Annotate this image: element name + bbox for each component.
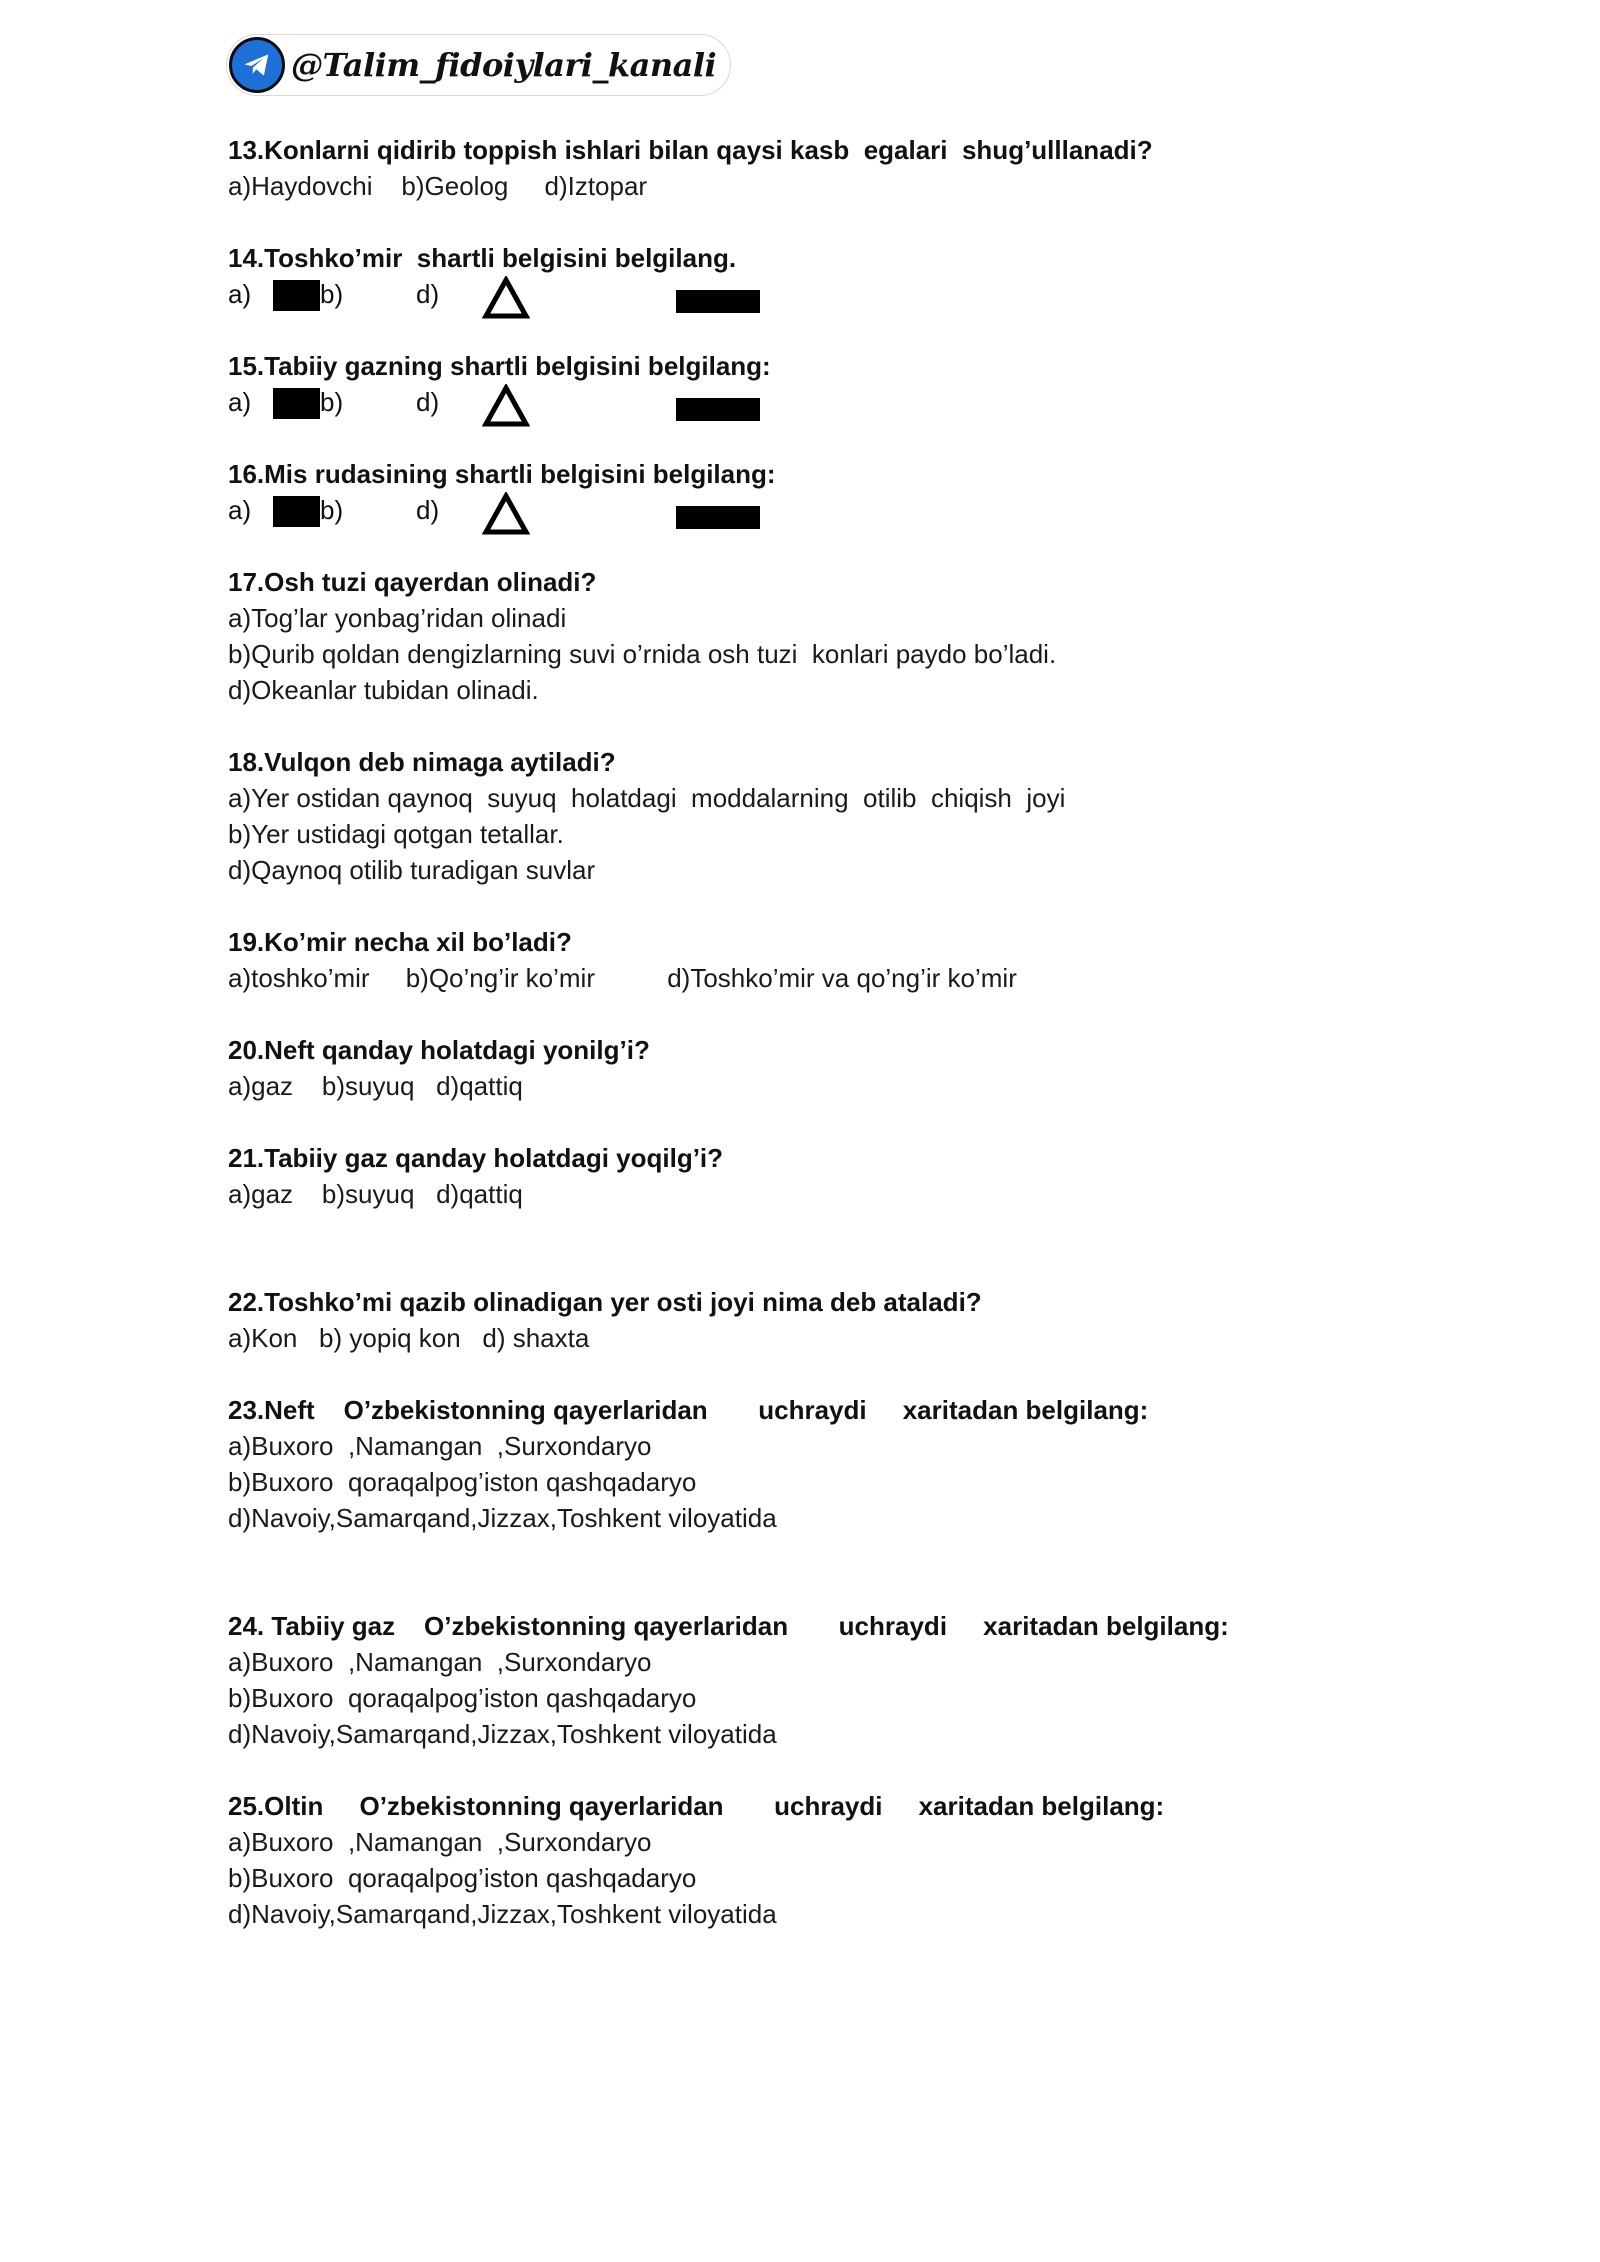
triangle-symbol xyxy=(482,492,530,536)
question-title: 22.Toshko’mi qazib olinadigan yer osti joyi nima deb ataladi? xyxy=(228,1287,982,1317)
question-22 xyxy=(228,1284,1448,1356)
question-16 xyxy=(228,456,1448,528)
option-b: b)Buxoro qoraqalpog’iston qashqadaryo xyxy=(228,1683,697,1713)
rectangle-symbol xyxy=(676,398,760,421)
question-title: 16.Mis rudasining shartli belgisini belgilang: xyxy=(228,459,776,489)
option-d-label: d) xyxy=(416,387,440,417)
option-a: a)Buxoro ,Namangan ,Surxondaryo xyxy=(228,1431,652,1461)
option-d: d)Okeanlar tubidan olinadi. xyxy=(228,675,539,705)
symbol-options xyxy=(228,384,1448,420)
question-17 xyxy=(228,564,1448,708)
answer-options: a)gaz b)suyuq d)qattiq xyxy=(228,1179,523,1209)
option-b-label: b) xyxy=(320,387,344,417)
question-20 xyxy=(228,1032,1448,1104)
question-title: 15.Tabiiy gazning shartli belgisini belgilang: xyxy=(228,351,771,381)
question-title: 18.Vulqon deb nimaga aytiladi? xyxy=(228,747,616,777)
answer-options: a)Kon b) yopiq kon d) shaxta xyxy=(228,1323,590,1353)
question-14 xyxy=(228,240,1448,312)
option-b: b)Qurib qoldan dengizlarning suvi o’rnida osh tuzi konlari paydo bo’ladi. xyxy=(228,639,1057,669)
question-18 xyxy=(228,744,1448,888)
option-d-label: d) xyxy=(416,495,440,525)
option-d-label: d) xyxy=(416,279,440,309)
question-title: 24. Tabiiy gaz O’zbekistonning qayerlaridan uchraydi xaritadan belgilang: xyxy=(228,1611,1229,1641)
question-23 xyxy=(228,1392,1448,1536)
option-d: d)Navoiy,Samarqand,Jizzax,Toshkent viloyatida xyxy=(228,1719,777,1749)
option-a: a)Buxoro ,Namangan ,Surxondaryo xyxy=(228,1647,652,1677)
answer-options: a)toshko’mir b)Qo’ng’ir ko’mir d)Toshko’mir va qo’ng’ir ko’mir xyxy=(228,963,1017,993)
symbol-options xyxy=(228,492,1448,528)
channel-badge[interactable] xyxy=(226,34,731,96)
rectangle-symbol xyxy=(676,290,760,313)
paper-plane-icon xyxy=(242,50,272,80)
option-b-label: b) xyxy=(320,279,344,309)
option-b: b)Yer ustidagi qotgan tetallar. xyxy=(228,819,564,849)
option-d: d)Qaynoq otilib turadigan suvlar xyxy=(228,855,596,885)
option-a-label: a) xyxy=(228,279,252,309)
question-13 xyxy=(228,132,1448,204)
question-title: 17.Osh tuzi qayerdan olinadi? xyxy=(228,567,597,597)
question-21 xyxy=(228,1140,1448,1212)
question-title: 14.Toshko’mir shartli belgisini belgilang. xyxy=(228,243,737,273)
square-symbol xyxy=(273,496,320,527)
channel-header xyxy=(226,34,731,96)
square-symbol xyxy=(273,280,320,311)
question-title: 25.Oltin O’zbekistonning qayerlaridan uchraydi xaritadan belgilang: xyxy=(228,1791,1165,1821)
question-title: 20.Neft qanday holatdagi yonilg’i? xyxy=(228,1035,650,1065)
option-a: a)Yer ostidan qaynoq suyuq holatdagi moddalarning otilib chiqish joyi xyxy=(228,783,1066,813)
telegram-icon xyxy=(229,37,285,93)
square-symbol xyxy=(273,388,320,419)
question-title: 19.Ko’mir necha xil bo’ladi? xyxy=(228,927,572,957)
triangle-symbol xyxy=(482,384,530,428)
question-title: 21.Tabiiy gaz qanday holatdagi yoqilg’i? xyxy=(228,1143,724,1173)
question-15 xyxy=(228,348,1448,420)
question-19 xyxy=(228,924,1448,996)
option-b: b)Buxoro qoraqalpog’iston qashqadaryo xyxy=(228,1863,697,1893)
answer-options: a)gaz b)suyuq d)qattiq xyxy=(228,1071,523,1101)
option-b-label: b) xyxy=(320,495,344,525)
option-a-label: a) xyxy=(228,387,252,417)
option-b: b)Buxoro qoraqalpog’iston qashqadaryo xyxy=(228,1467,697,1497)
question-title: 13.Konlarni qidirib toppish ishlari bilan qaysi kasb egalari shug’ulllanadi? xyxy=(228,135,1153,165)
option-a: a)Buxoro ,Namangan ,Surxondaryo xyxy=(228,1827,652,1857)
symbol-options xyxy=(228,276,1448,312)
option-d: d)Navoiy,Samarqand,Jizzax,Toshkent viloyatida xyxy=(228,1503,777,1533)
triangle-symbol xyxy=(482,276,530,320)
channel-name: @Talim_fidoiylari_kanali xyxy=(291,46,717,84)
option-d: d)Navoiy,Samarqand,Jizzax,Toshkent viloyatida xyxy=(228,1899,777,1929)
question-25 xyxy=(228,1788,1448,1932)
question-title: 23.Neft O’zbekistonning qayerlaridan uchraydi xaritadan belgilang: xyxy=(228,1395,1149,1425)
question-24 xyxy=(228,1608,1448,1752)
rectangle-symbol xyxy=(676,506,760,529)
option-a: a)Tog’lar yonbag’ridan olinadi xyxy=(228,603,567,633)
answer-options: a)Haydovchi b)Geolog d)Iztopar xyxy=(228,171,648,201)
option-a-label: a) xyxy=(228,495,252,525)
